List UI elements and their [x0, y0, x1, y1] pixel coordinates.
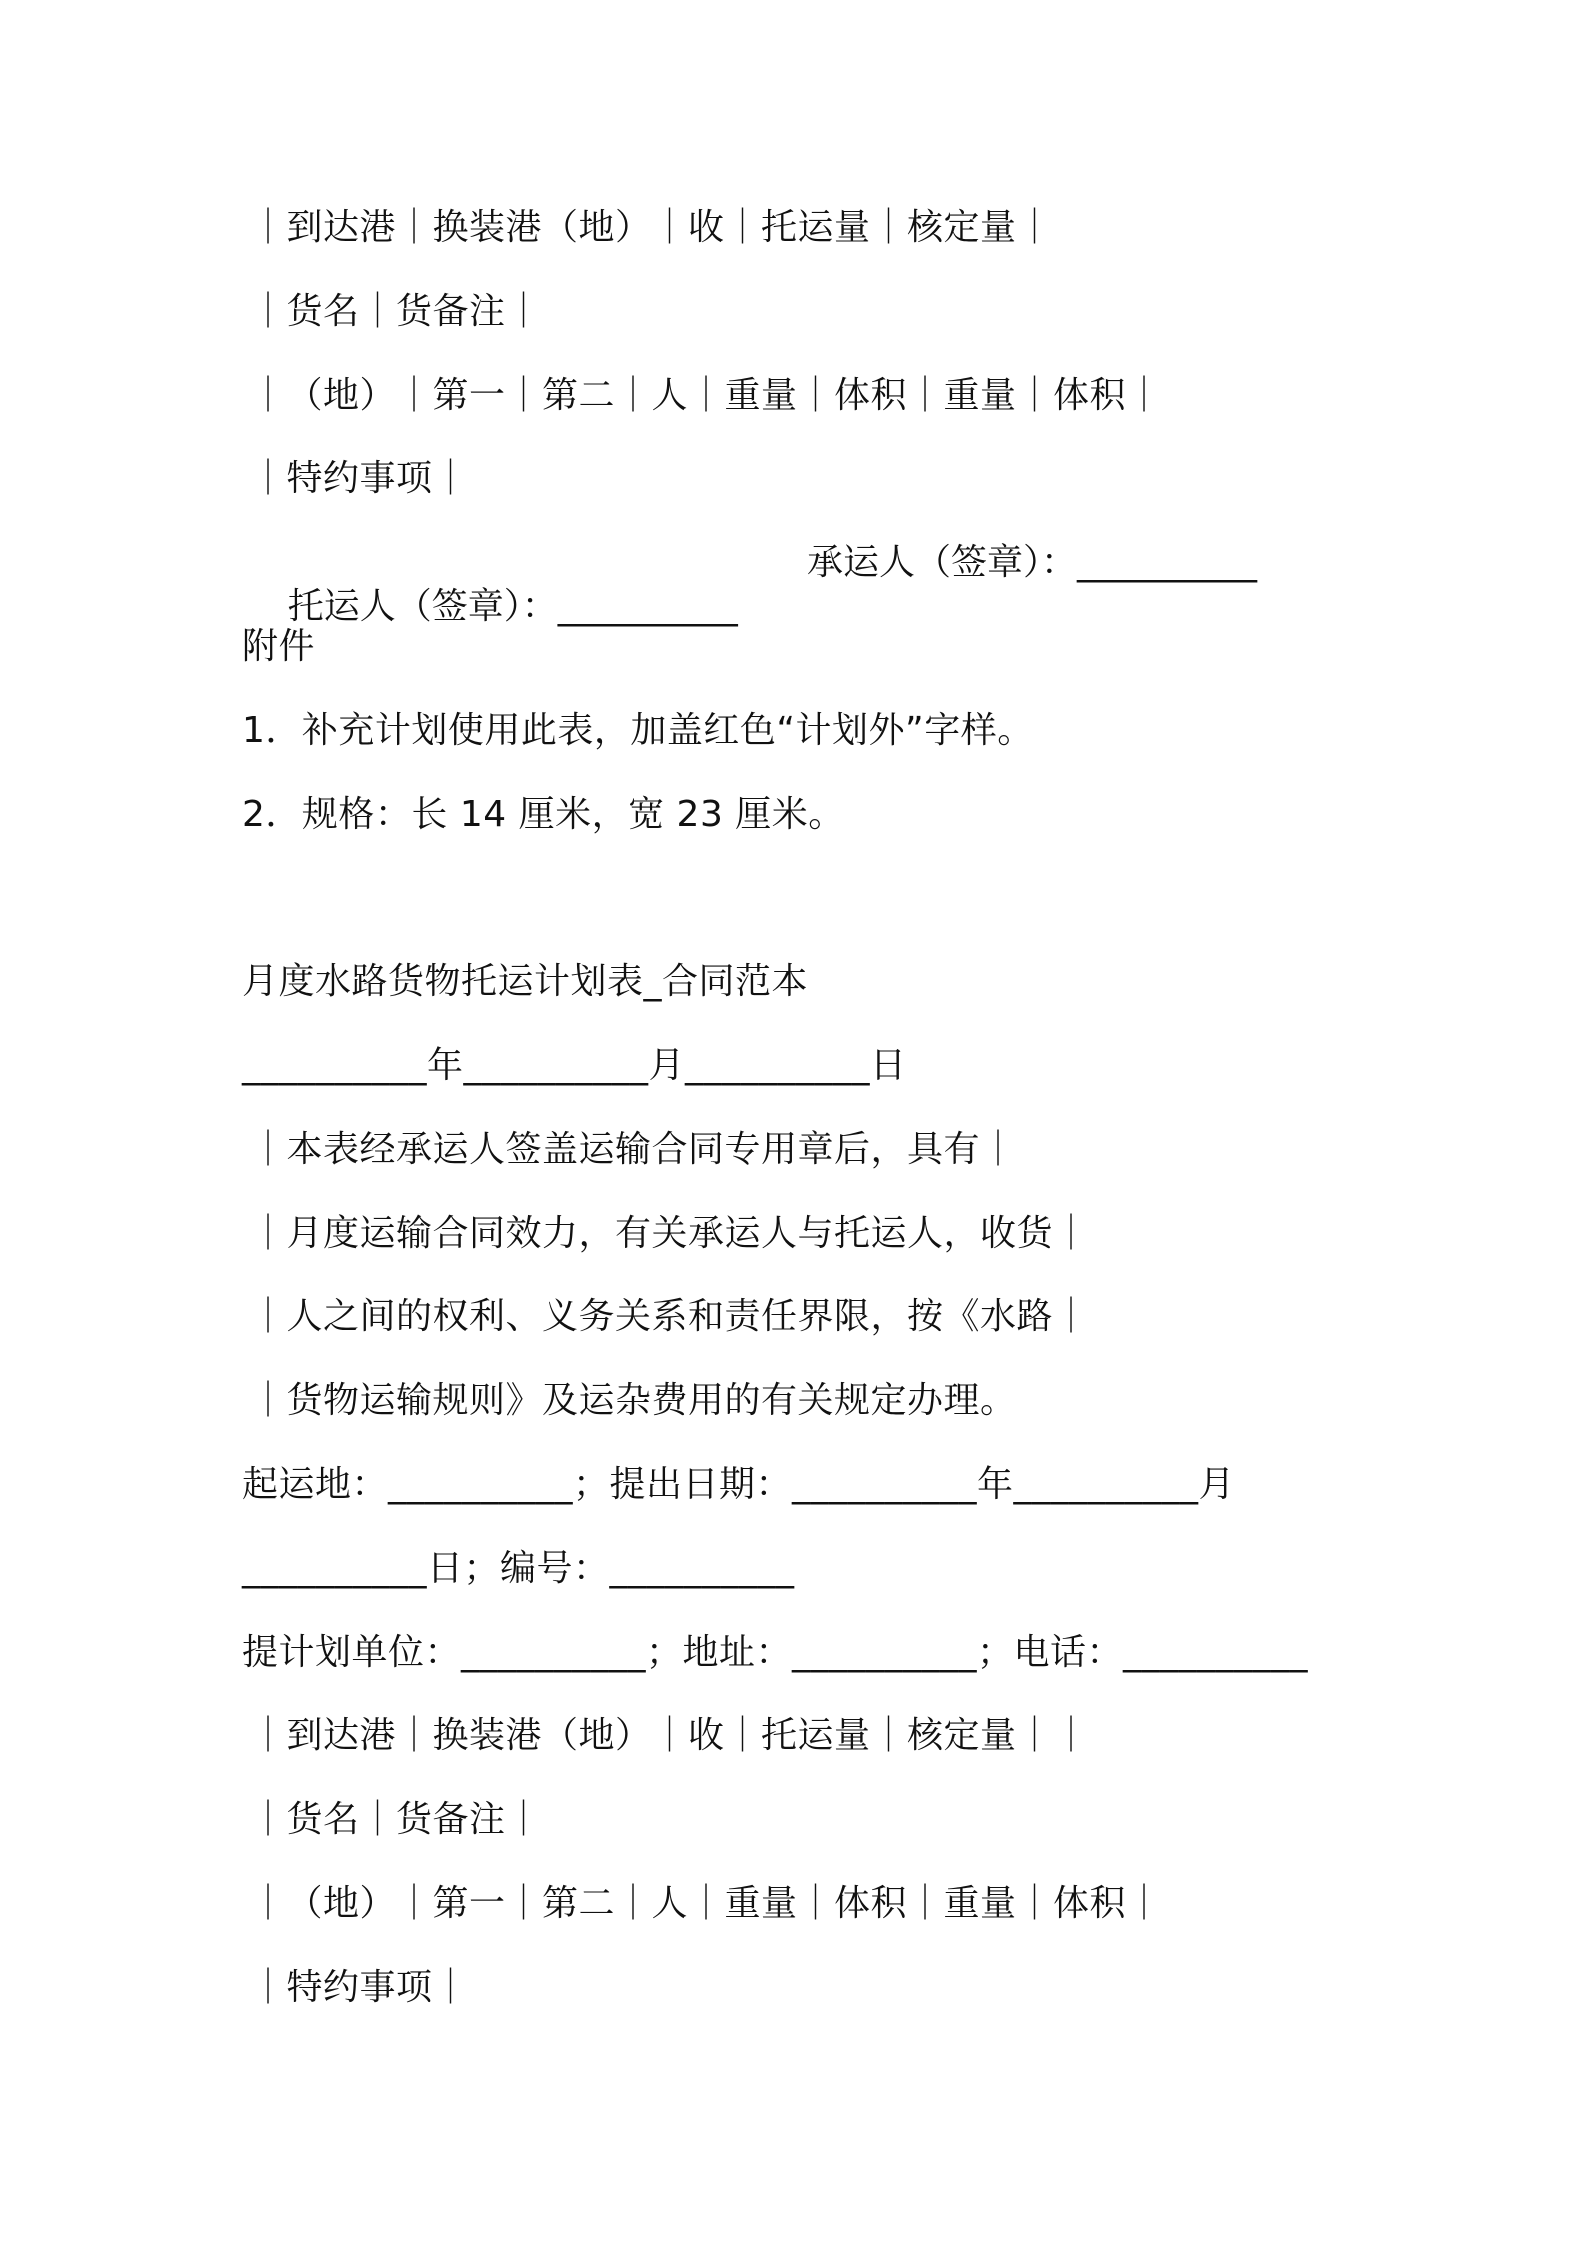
intro-line-3: ｜人之间的权利、义务关系和责任界限，按《水路｜ [250, 1296, 1090, 1337]
attachment-title: 附件 [242, 626, 316, 667]
intro-line-1: ｜本表经承运人签盖运输合同专用章后，具有｜ [250, 1129, 1017, 1170]
attachment-note-1: 1．补充计划使用此表，加盖红色“计划外”字样。 [242, 710, 1034, 751]
plan-unit-line: 提计划单位：__________；地址：__________；电话：__________ [242, 1632, 1309, 1673]
table-header-row-3: ｜（地）｜第一｜第二｜人｜重量｜体积｜重量｜体积｜ [250, 375, 1163, 416]
document-title: 月度水路货物托运计划表_合同范本 [242, 961, 809, 1002]
signature-row [242, 541, 1258, 717]
carrier-signature: 承运人（签章）：__________ [807, 542, 1258, 583]
table-header-row-1-b: ｜到达港｜换装港（地）｜收｜托运量｜核定量｜｜ [250, 1715, 1090, 1756]
table-header-row-4-b: ｜特约事项｜ [250, 1967, 470, 2008]
origin-date-line: 起运地：__________；提出日期：__________年__________月 [242, 1464, 1236, 1505]
intro-line-4: ｜货物运输规则》及运杂费用的有关规定办理。 [250, 1380, 1017, 1421]
date-line: __________年__________月__________日 [242, 1045, 907, 1086]
table-header-row-3-b: ｜（地）｜第一｜第二｜人｜重量｜体积｜重量｜体积｜ [250, 1883, 1163, 1924]
table-header-row-2: ｜货名｜货备注｜ [250, 291, 543, 332]
table-header-row-1: ｜到达港｜换装港（地）｜收｜托运量｜核定量｜ [250, 207, 1054, 248]
attachment-note-2: 2．规格：长 14 厘米，宽 23 厘米。 [242, 794, 845, 835]
date-number-line: __________日；编号：__________ [242, 1548, 795, 1589]
table-header-row-2-b: ｜货名｜货备注｜ [250, 1799, 543, 1840]
intro-line-2: ｜月度运输合同效力，有关承运人与托运人，收货｜ [250, 1213, 1090, 1254]
table-header-row-4: ｜特约事项｜ [250, 458, 470, 499]
shipper-signature: 托运人（签章）：__________ [287, 586, 738, 627]
